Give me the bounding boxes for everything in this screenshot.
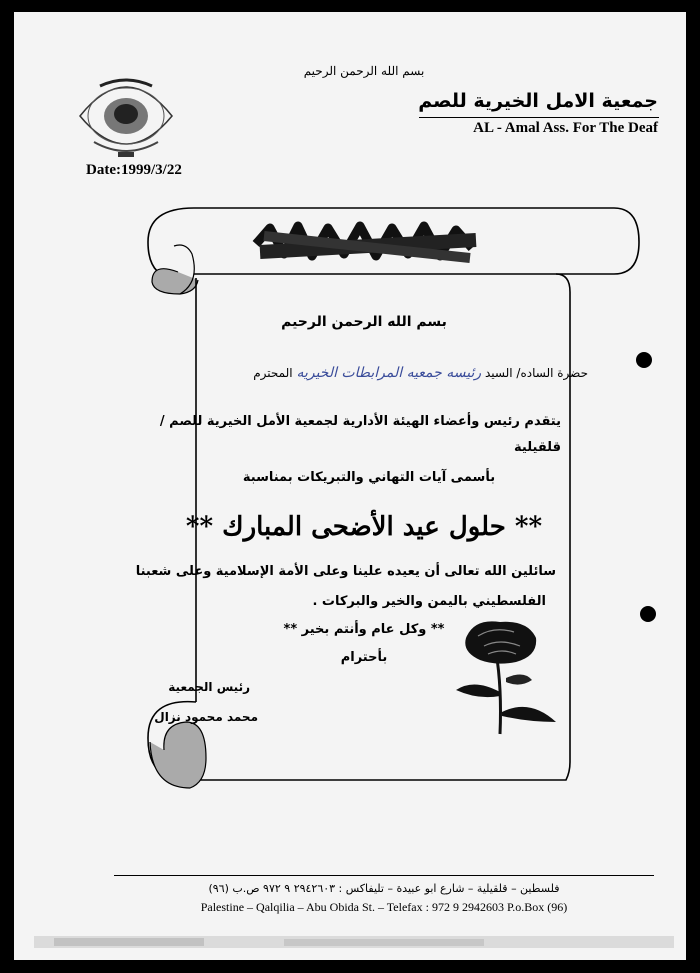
wish-line-1: سائلين الله تعالى أن يعيده علينا وعلى الأمة الإسلامية وعلى شعبنا (135, 564, 556, 579)
header-basmala: بسم الله الرحمن الرحيم (303, 64, 425, 78)
greeting-line-1: يتقدم رئيس وأعضاء الهيئة الأدارية لجمعية الأمل الخيرية للصم / (159, 414, 561, 429)
signature-name: محمد محمود نزال (154, 710, 258, 724)
org-name-english: AL - Amal Ass. For The Deaf (473, 120, 658, 136)
org-name-arabic: جمعية الامل الخيرية للصم (418, 90, 658, 112)
rose-icon (444, 618, 559, 736)
wish-line-2: الفلسطيني باليمن والخير والبركات . (312, 594, 546, 609)
letter-date: Date:1999/3/22 (86, 162, 182, 178)
punch-hole-icon (636, 352, 652, 368)
greeting-line-3: بأسمى آيات التهاني والتبريكات بمناسبة (242, 470, 496, 485)
addressee-handwritten: رئيسه جمعيه المرابطات الخيريه (296, 365, 482, 381)
scribbled-out-title (250, 214, 482, 272)
greeting-line-2: قلقيلية (514, 440, 561, 455)
closing-respect: بأحترام (340, 650, 388, 665)
footer-address-english: Palestine – Qalqilia – Abu Obida St. – Telefax : 972 9 2942603 P.o.Box (96) (200, 900, 568, 914)
addressee-line (253, 365, 588, 381)
eid-headline: ** حلول عيد الأضحى المبارك ** (185, 512, 543, 542)
signature-title: رئيس الجمعية (168, 680, 250, 694)
letter-basmala: بسم الله الرحمن الرحيم (281, 314, 447, 330)
addressee-prefix: حضرة الساده/ (516, 366, 588, 380)
addressee-title: السيد (484, 366, 513, 380)
footer-divider (114, 875, 654, 876)
scan-smudge (34, 930, 674, 956)
seal-logo-icon (70, 68, 182, 168)
punch-hole-icon (640, 606, 656, 622)
addressee-suffix: المحترم (253, 366, 293, 380)
closing-wish: ** وكل عام وأنتم بخير ** (283, 622, 445, 637)
letter-sheet (14, 12, 686, 960)
header-divider (419, 117, 659, 118)
footer-address-arabic: فلسطين – قلقيلية – شارع ابو عبيدة – تليفاكس : ٢٩٤٢٦٠٣ ٩ ٩٧٢ ص.ب (٩٦) (208, 882, 560, 895)
